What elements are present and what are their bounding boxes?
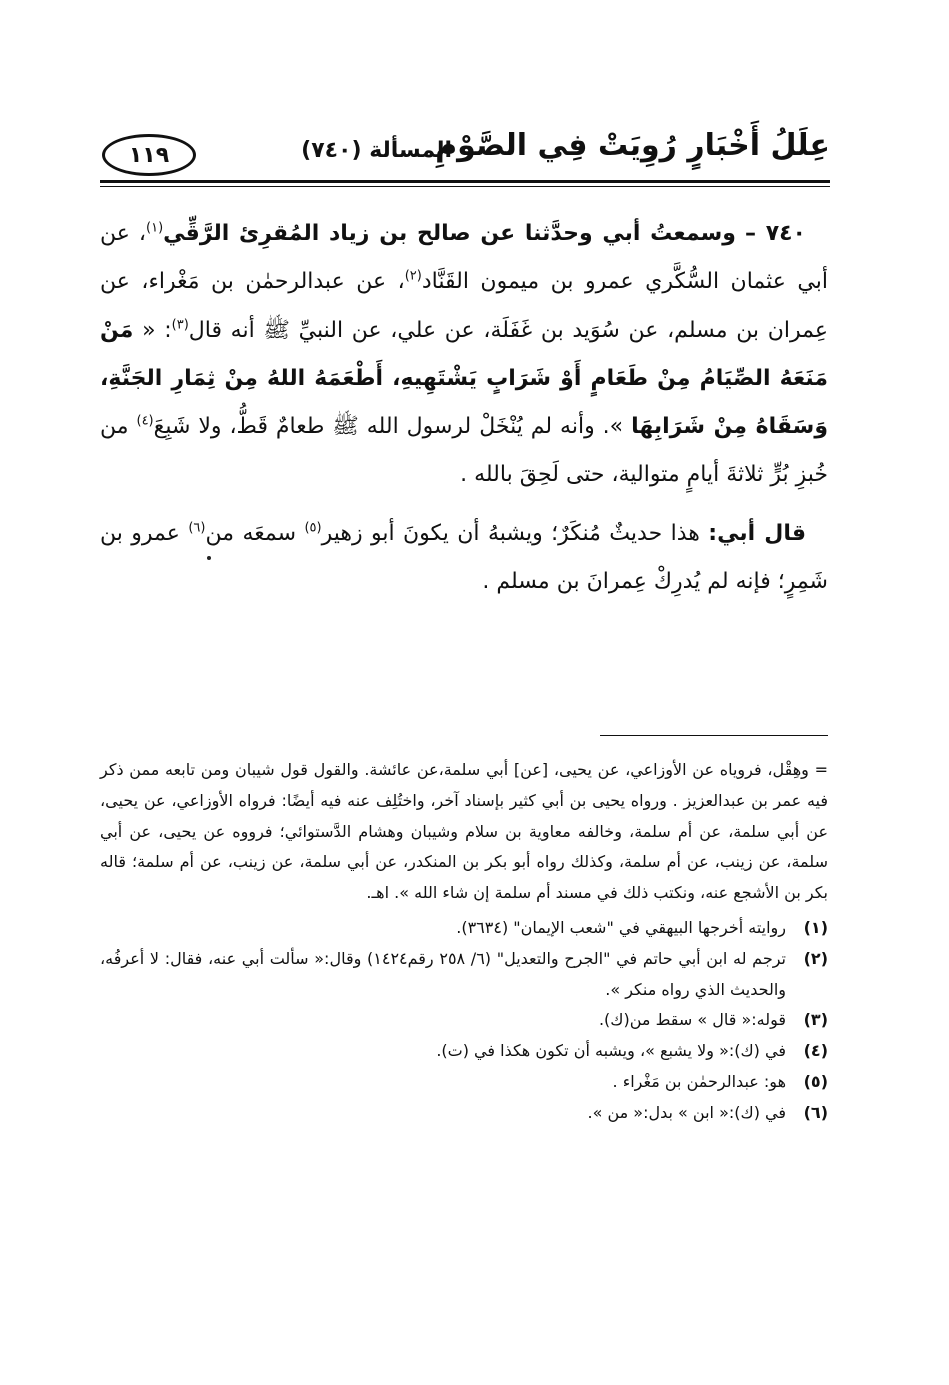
paragraph-text: عمرو بن شَمِرٍ؛ فإنه لم يُدرِكْ عِمرانَ بن مسلم . [100,520,828,595]
speaker-label: قال أبي: [708,520,806,546]
footnote-divider [600,735,828,736]
footnote-label: (٦) [803,1102,828,1122]
issue-label: المسألة (٧٤٠) [301,138,452,163]
paragraph-text: من خُبزِ بُرٍّ ثلاثةَ أيامٍ متوالية، حتى لَحِقَ بالله . [100,414,828,488]
footnote-label: (٢) [803,948,828,968]
footnote-ref: (٢) [404,268,422,284]
page-number: ١١٩ [128,142,170,168]
paragraph-text: ، عن أبي عثمان السُّكَّري عمرو بن ميمون القَنَّاد [100,221,828,295]
running-header [100,128,830,188]
footnote-text: في (ك):« ولا يشبع »، ويشبه أن تكون هكذا في (ت). [436,1041,786,1061]
footnote-ref: (٤) [136,413,154,429]
footnote-ref: (٦) [188,520,206,536]
paragraph-text: وسمعتُ أبي وحدَّثنا عن صالح بن زياد المُقرِئ الرَّقِّي [163,221,736,246]
footnote-label: (٥) [803,1071,828,1091]
main-text [100,210,828,606]
footnote-label: (١) [803,917,828,937]
paragraph-text: ، عن عبدالرحمٰن بن مَغْراء، عن عِمران بن مسلم، عن سُوَيد بن غَفَلَة، عن علي، عن النبيِّ ﷺ أنه قال [100,269,828,343]
hadith-text: مَنْ مَنَعَهُ الصِّيَامُ مِنْ طَعَامٍ أَوْ شَرَابٍ يَشْتَهِيهِ، أَطْعَمَهُ اللهُ مِنْ ثِمَارِ الجَنَّةِ، وَسَقَاهُ مِنْ شَرَابِهَا [100,317,828,440]
footnote-item [100,913,828,944]
footnote-item [100,944,828,1006]
paragraph-issue-740 [100,210,828,500]
footnote-ref: (٥) [304,520,322,536]
footnote-continuation: = وهِقْل، فروياه عن الأوزاعي، عن يحيى، [عن] أبي سلمة،عن عائشة. والقول قول شيبان ومن تابعه ممن ذكر فيه عمر بن عبدالعزيز . ورواه يحيى بن أبي كثير بإسناد آخر، واختُلِف عنه فيه أيضًا: فرواه الأوزاعي، عن يحيى، عن أبي سلمة، عن أم سلمة، وخالفه معاوية بن سلام وشيبان وهشام الدَّستوائي؛ فرووه عن يحيى، عن أبي سلمة، عن زينب، عن أم سلمة، وكذلك رواه أبو بكر بن المنكدر، عن أبي سلمة، عن زينب، عن أم سلمة؛ قاله بكر بن الأشجع عنه، ونكتب ذلك في مسند أم سلمة إن شاء الله ». اهـ. [100,760,828,903]
footnote-text: في (ك):« ابن » بدل:« من ». [587,1102,786,1122]
chapter-title: عِلَلُ أَخْبَارٍ رُوِيَتْ فِي الصَّوْمِ [435,128,830,163]
footnote-text: روايته أخرجها البيهقي في "شعب الإيمان" (٣٦٣٤). [456,917,786,937]
paragraph-text: هذا حديثٌ مُنكَرٌ؛ ويشبهُ أن يكونَ أبو زهير [321,520,700,546]
page-number-oval [102,134,196,176]
footnotes [100,755,828,1129]
footnote-ref: (٣) [171,317,189,333]
footnote-text: هو: عبدالرحمٰن بن مَغْراء . [612,1071,786,1091]
issue-number: ٧٤٠ – [744,221,806,246]
footnote-label: (٣) [803,1010,828,1030]
footnote-text: قوله:« قال » سقط من(ك). [598,1010,786,1030]
header-rule-thick [100,180,830,183]
ink-speck [207,556,211,560]
footnote-item [100,1036,828,1067]
footnote-text: ترجم له ابن أبي حاتم في "الجرح والتعديل" (٦/ ٢٥٨ رقم١٤٢٤) وقال:« سألت أبي عنه، فقال: لا أعرفُه، والحديث الذي رواه منكر ». [100,948,787,999]
paragraph-text: : « [142,317,172,343]
paragraph-text: ». وأنه لم يُنْخَلْ لرسول الله ﷺ طعامٌ قَطُّ، ولا شَبِعَ [153,414,624,440]
header-rule-thin [100,186,830,187]
footnote-item [100,1005,828,1036]
footnote-ref: (١) [146,220,164,236]
paragraph-text: سمعَه من [205,520,296,546]
footnote-item [100,1067,828,1098]
footnote-item [100,1098,828,1129]
footnote-label: (٤) [803,1041,828,1061]
